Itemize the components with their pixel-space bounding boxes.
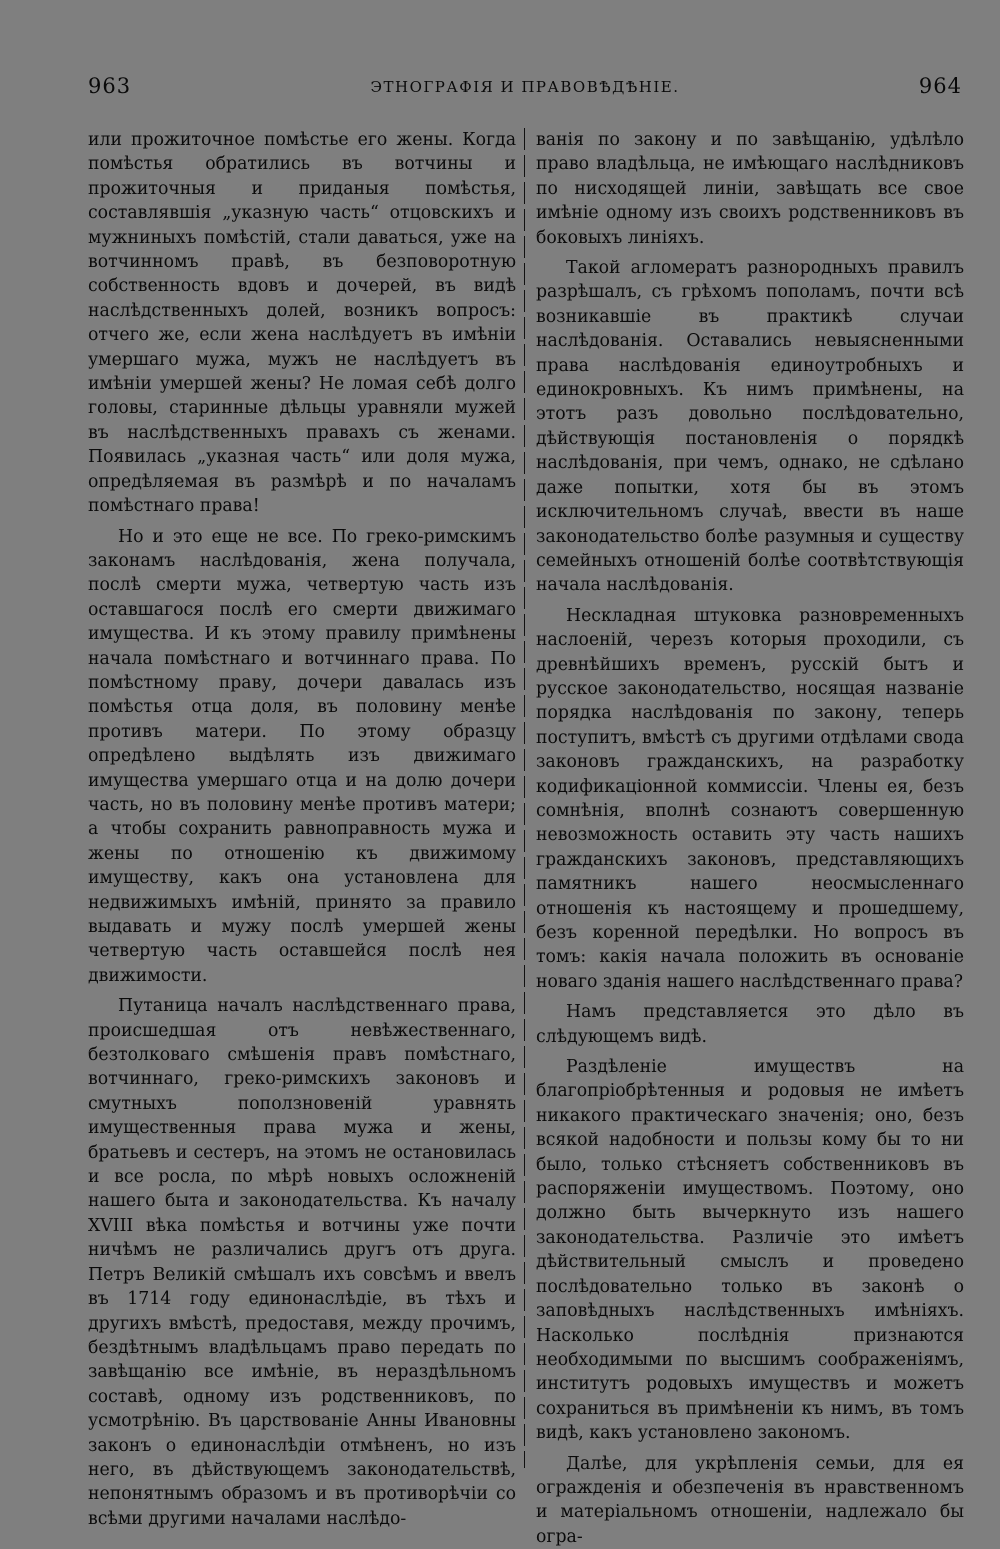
paragraph: Далѣе, для укрѣпленія семьи, для ея огражденія и обезпеченія въ нравственномъ и матеріальномъ отношеніи, надлежало бы огра- <box>536 1453 964 1547</box>
paragraph: Нескладная штуковка разновременныхъ наслоеній, черезъ которыя проходили, съ древнѣйшихъ временъ, русскій бытъ и русское законодательство, носящая названіе порядка наслѣдованія по закону, теперь поступитъ, вмѣстѣ съ другими отдѣлами свода законовъ гражданскихъ, на разработку кодификаціонной коммиссіи. Члены ея, безъ сомнѣнія, вполнѣ сознаютъ совершенную невозможность оставить эту часть нашихъ гражданскихъ законовъ, представляющихъ памятникъ нашего неосмысленнаго отношенія къ настоящему и прошедшему, безъ коренной передѣлки. Но вопросъ въ томъ: какія начала положить въ основаніе новаго зданія нашего наслѣдственнаго права? <box>536 605 964 992</box>
paragraph: Но и это еще не все. По греко-римскимъ законамъ наслѣдованія, жена получала, послѣ смерти мужа, четвертую часть изъ оставшагося послѣ его смерти движимаго имущества. И къ этому правилу примѣнены начала помѣстнаго и вотчиннаго права. По помѣстному праву, дочери давалась изъ помѣстья отца доля, въ половину менѣе противъ матери. По этому образцу опредѣлено выдѣлять изъ движимаго имущества умершаго отца и на долю дочери часть, но въ половину менѣе противъ матери; а чтобы сохранить равноправность мужа и жены по отношенію къ движимому имуществу, какъ она установлена для недвижимыхъ имѣній, принято за правило выдавать и мужу послѣ умершей жены четвертую часть оставшейся послѣ нея движимости. <box>88 526 516 986</box>
paragraph: ванія по закону и по завѣщанію, удѣлѣло право владѣльца, не имѣющаго наслѣдниковъ по нисходящей линіи, завѣщать все свое имѣніе одному изъ своихъ родственниковъ въ боковыхъ линіяхъ. <box>536 130 964 248</box>
paragraph: Намъ представляется это дѣло въ слѣдующемъ видѣ. <box>536 1002 964 1047</box>
right-column <box>536 128 964 1547</box>
page-number-right: 964 <box>918 74 962 98</box>
paragraph: Путаница началъ наслѣдственнаго права, происшедшая отъ невѣжественнаго, безтолковаго смѣшенія правъ помѣстнаго, вотчиннаго, греко-римскихъ законовъ и смутныхъ поползновеній уравнять имущественныя права мужа и жены, братьевъ и сестеръ, на этомъ не остановилась и все росла, по мѣрѣ новыхъ осложненій нашего быта и законодательства. Къ началу XVIII вѣка помѣстья и вотчины уже почти ничѣмъ не различались другъ отъ друга. Петръ Великій смѣшалъ ихъ совсѣмъ и ввелъ въ 1714 году единонаслѣдіе, въ тѣхъ и другихъ вмѣстѣ, предоставя, между прочимъ, бездѣтнымъ владѣльцамъ право передать по завѣщанію все имѣніе, въ нераздѣльномъ составѣ, одному изъ родственниковъ, по усмотрѣнію. Въ царствованіе Анны Ивановны законъ о единонаслѣдіи отмѣненъ, но изъ него, въ дѣйствующемъ законодательствѣ, непонятнымъ образомъ и въ противорѣчіи со всѣми другими началами наслѣдо- <box>88 996 516 1529</box>
left-column <box>88 128 516 1529</box>
paragraph: Раздѣленіе имуществъ на благопріобрѣтенныя и родовыя не имѣетъ никакого практическаго значенія; оно, безъ всякой надобности и пользы кому бы то ни было, только стѣсняетъ собственниковъ въ распоряженіи имуществомъ. Поэтому, оно должно быть вычеркнуто изъ нашего законодательства. Различіе это имѣетъ дѣйствительный смыслъ и проведено послѣдовательно только въ законѣ о заповѣдныхъ наслѣдственныхъ имѣніяхъ. Насколько послѣднія признаются необходимыми по высшимъ соображеніямъ, институтъ родовыхъ имуществъ и можетъ сохраниться въ примѣненіи къ нимъ, въ томъ видѣ, какъ установлено закономъ. <box>536 1057 964 1444</box>
page-number-left: 963 <box>88 74 132 98</box>
paragraph: или прожиточное помѣстье его жены. Когда помѣстья обратились въ вотчины и прожиточныя и приданыя помѣстья, составлявшія „указную часть“ отцовскихъ и мужниныхъ помѣстій, стали даваться, уже на вотчинномъ правѣ, въ безповоротную собственность вдовъ и дочерей, въ видѣ наслѣдственныхъ долей, возникъ вопросъ: отчего же, если жена наслѣдуетъ въ имѣніи умершаго мужа, мужъ не наслѣдуетъ въ имѣніи умершей жены? Не ломая себѣ долго головы, старинные дѣльцы уравняли мужей въ наслѣдственныхъ правахъ съ женами. Появилась „указная часть“ или доля мужа, опредѣляемая въ размѣрѣ и по началамъ помѣстнаго права! <box>88 130 516 517</box>
paragraph: Такой агломератъ разнородныхъ правилъ разрѣшалъ, съ грѣхомъ пополамъ, почти всѣ возникавшіе въ практикѣ случаи наслѣдованія. Оставались невыясненными права наслѣдованія единоутробныхъ и единокровныхъ. Къ нимъ примѣнены, на этотъ разъ довольно послѣдовательно, дѣйствующія постановленія о порядкѣ наслѣдованія, при чемъ, однако, не сдѣлано даже попытки, хотя бы въ этомъ исключительномъ случаѣ, ввести въ наше законодательство болѣе разумныя и существу семейныхъ отношеній болѣе соотвѣтствующія начала наслѣдованія. <box>536 258 964 596</box>
column-divider <box>524 128 525 1468</box>
running-title: ЭТНОГРАФІЯ И ПРАВОВѢДѢНІЕ. <box>370 78 680 96</box>
page-header <box>88 74 962 104</box>
